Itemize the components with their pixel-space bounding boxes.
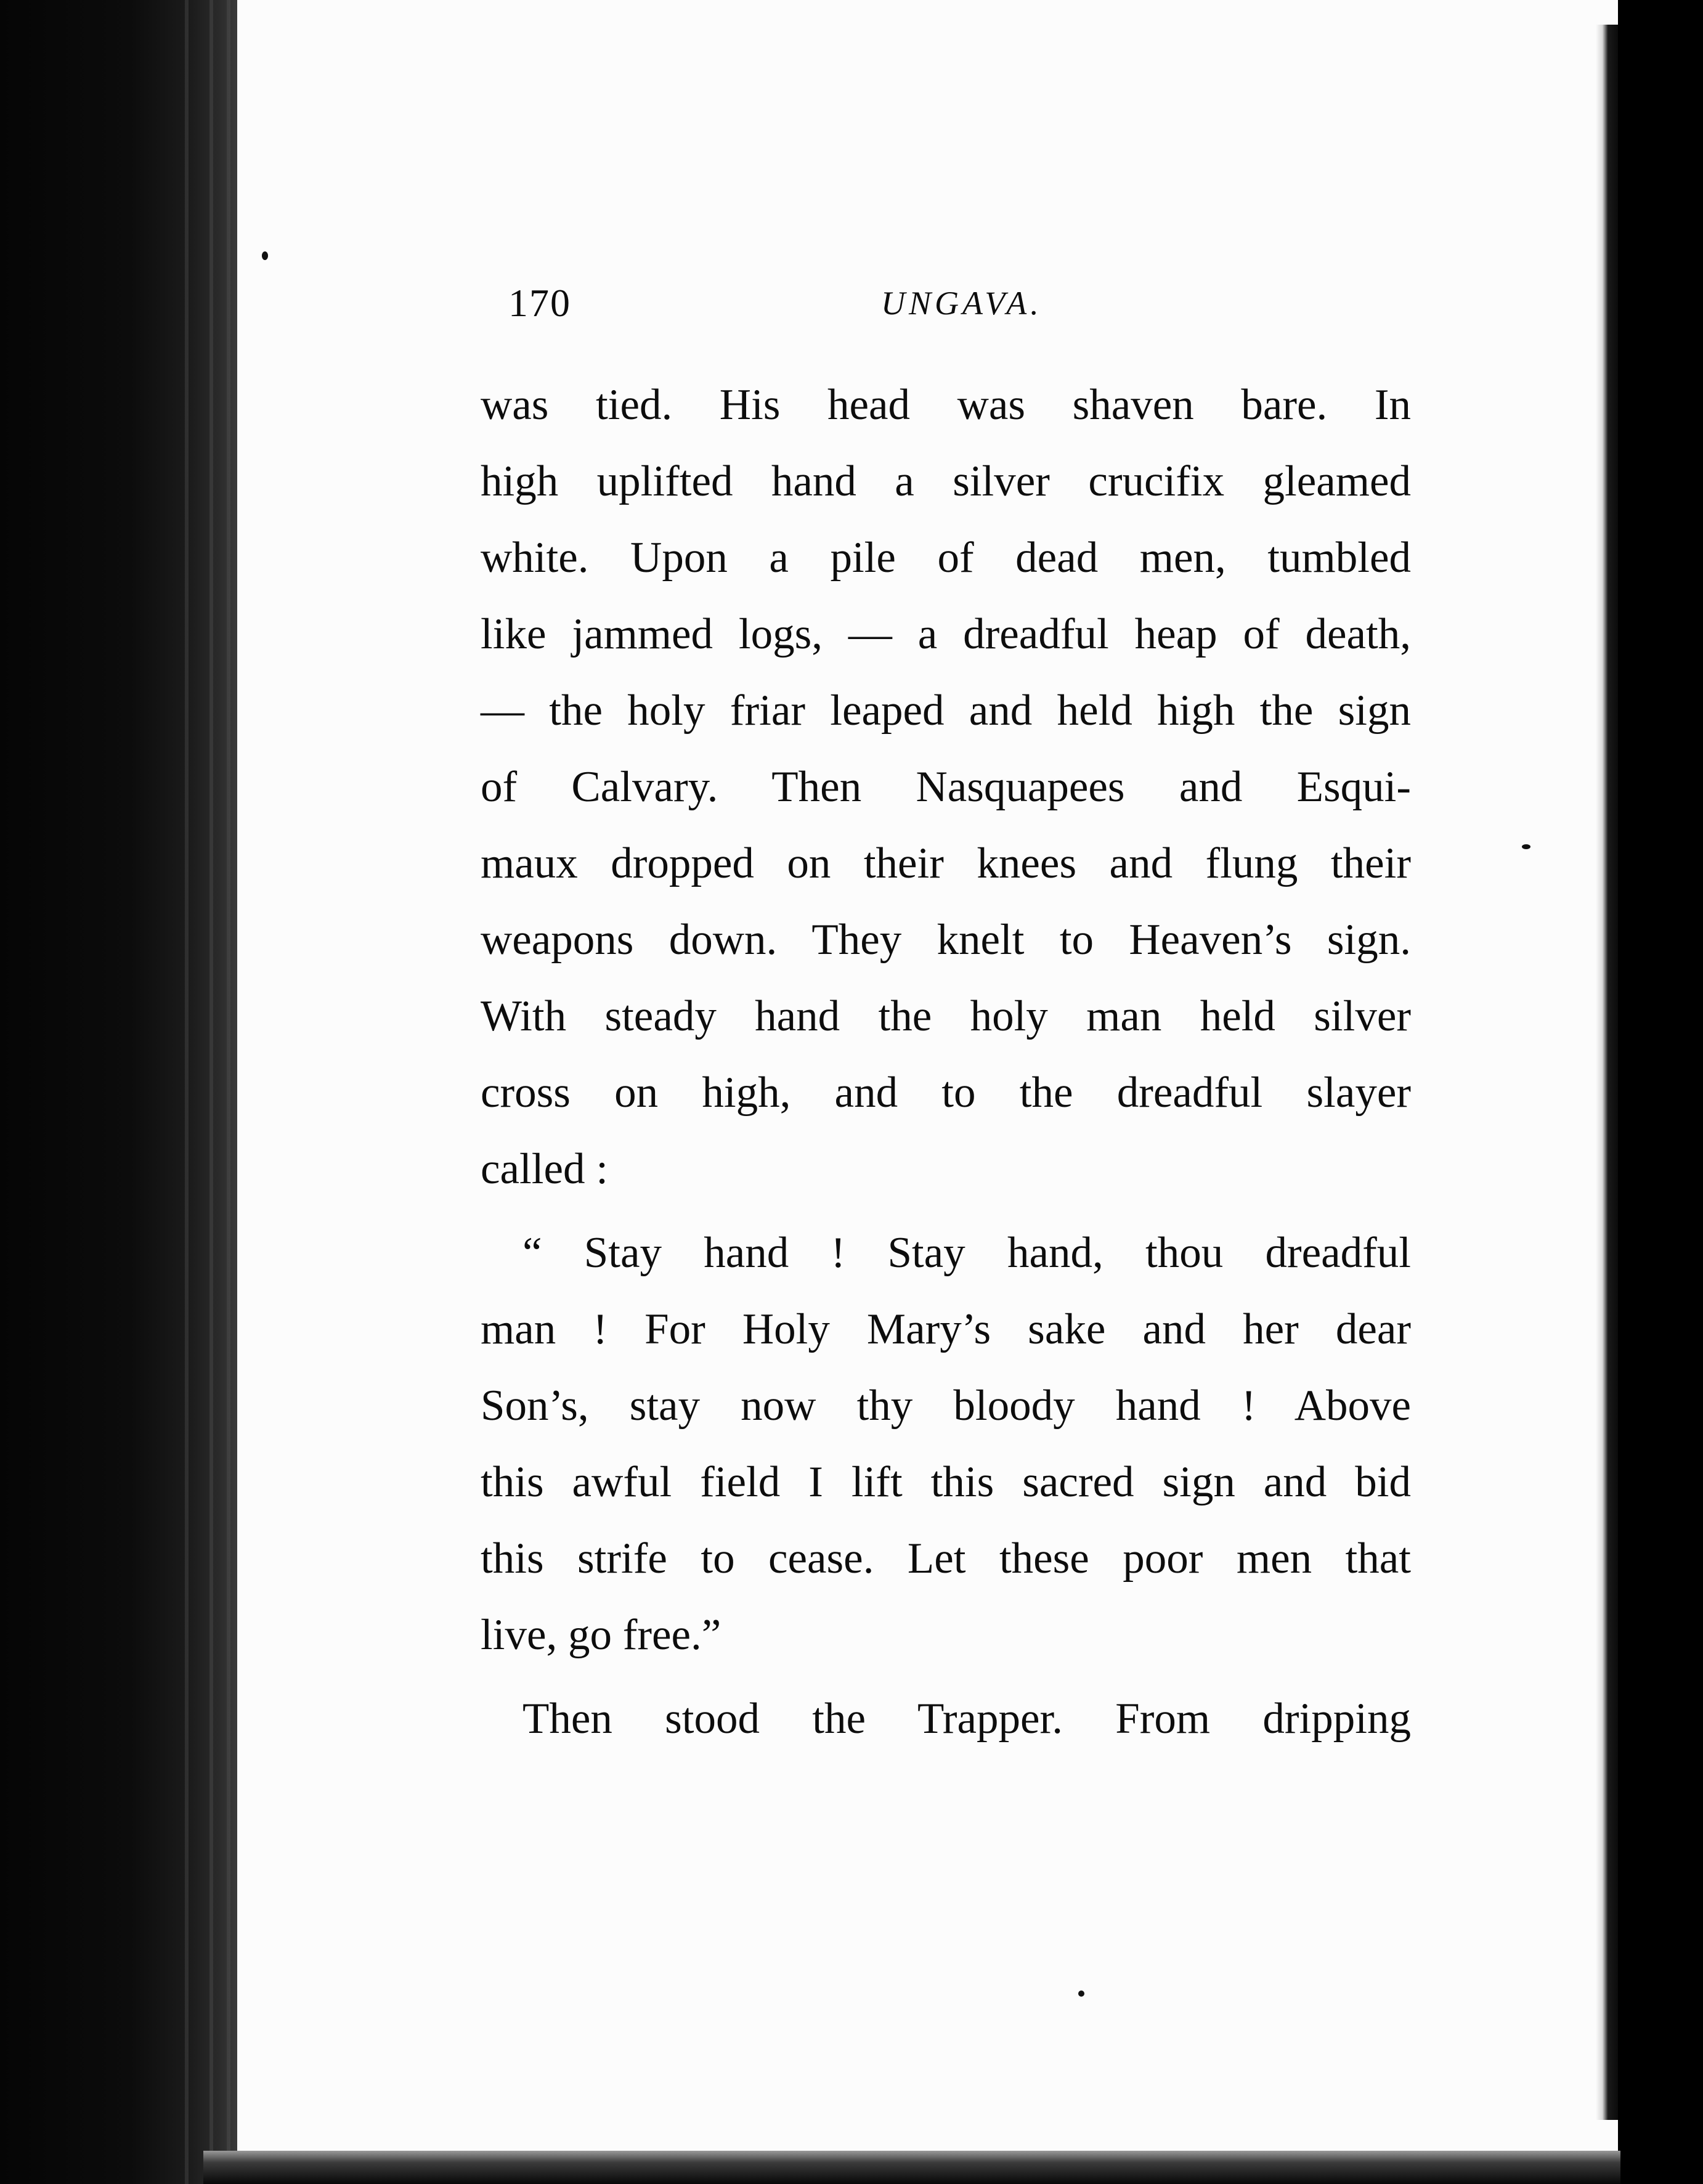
text-line: With steady hand the holy man held silver <box>481 992 1411 1040</box>
page-number: 170 <box>508 281 571 325</box>
paragraph <box>481 367 1411 1207</box>
text-line: man ! For Holy Mary’s sake and her dear <box>481 1305 1411 1353</box>
text-line: maux dropped on their knees and flung their <box>481 839 1411 887</box>
text-line: like jammed logs, — a dreadful heap of death, <box>481 610 1411 658</box>
text-line: “ Stay hand ! Stay hand, thou dreadful <box>522 1229 1411 1277</box>
text-line: Then stood the Trapper. From dripping <box>522 1695 1411 1743</box>
text-line: cross on high, and to the dreadful slayer <box>481 1069 1411 1117</box>
paragraph <box>481 1681 1411 1757</box>
scan-background-right <box>1618 0 1703 2184</box>
body-text <box>481 367 1411 1757</box>
text-line: weapons down. They knelt to Heaven’s sign. <box>481 916 1411 964</box>
spine-edge-line <box>185 0 189 2184</box>
text-line: was tied. His head was shaven bare. In <box>481 381 1411 429</box>
text-line: called : <box>481 1145 608 1193</box>
text-line: Son’s, stay now thy bloody hand ! Above <box>481 1382 1411 1430</box>
paragraph-gap <box>481 1673 1411 1681</box>
text-line: white. Upon a pile of dead men, tumbled <box>481 534 1411 582</box>
text-line: this awful field I lift this sacred sign and bid <box>481 1458 1411 1506</box>
paragraph <box>481 1215 1411 1673</box>
page-bottom-edge <box>203 2151 1620 2184</box>
page-header <box>508 280 1063 348</box>
dust-speck <box>262 251 268 260</box>
text-line: this strife to cease. Let these poor men that <box>481 1534 1411 1583</box>
text-line: high uplifted hand a silver crucifix gleamed <box>481 457 1411 505</box>
dust-speck <box>1078 1990 1084 1997</box>
paragraph-gap <box>481 1207 1411 1215</box>
text-line: of Calvary. Then Nasquapees and Esqui- <box>481 763 1411 811</box>
text-line: live, go free.” <box>481 1611 721 1659</box>
running-head: UNGAVA. <box>881 285 1043 322</box>
spine-edge-line <box>209 0 213 2184</box>
page-right-edge <box>1596 25 1618 2120</box>
text-line: — the holy friar leaped and held high the sign <box>481 687 1411 735</box>
dust-speck <box>1522 844 1530 849</box>
book-spine <box>0 0 237 2184</box>
spine-edge-line <box>227 0 230 2184</box>
